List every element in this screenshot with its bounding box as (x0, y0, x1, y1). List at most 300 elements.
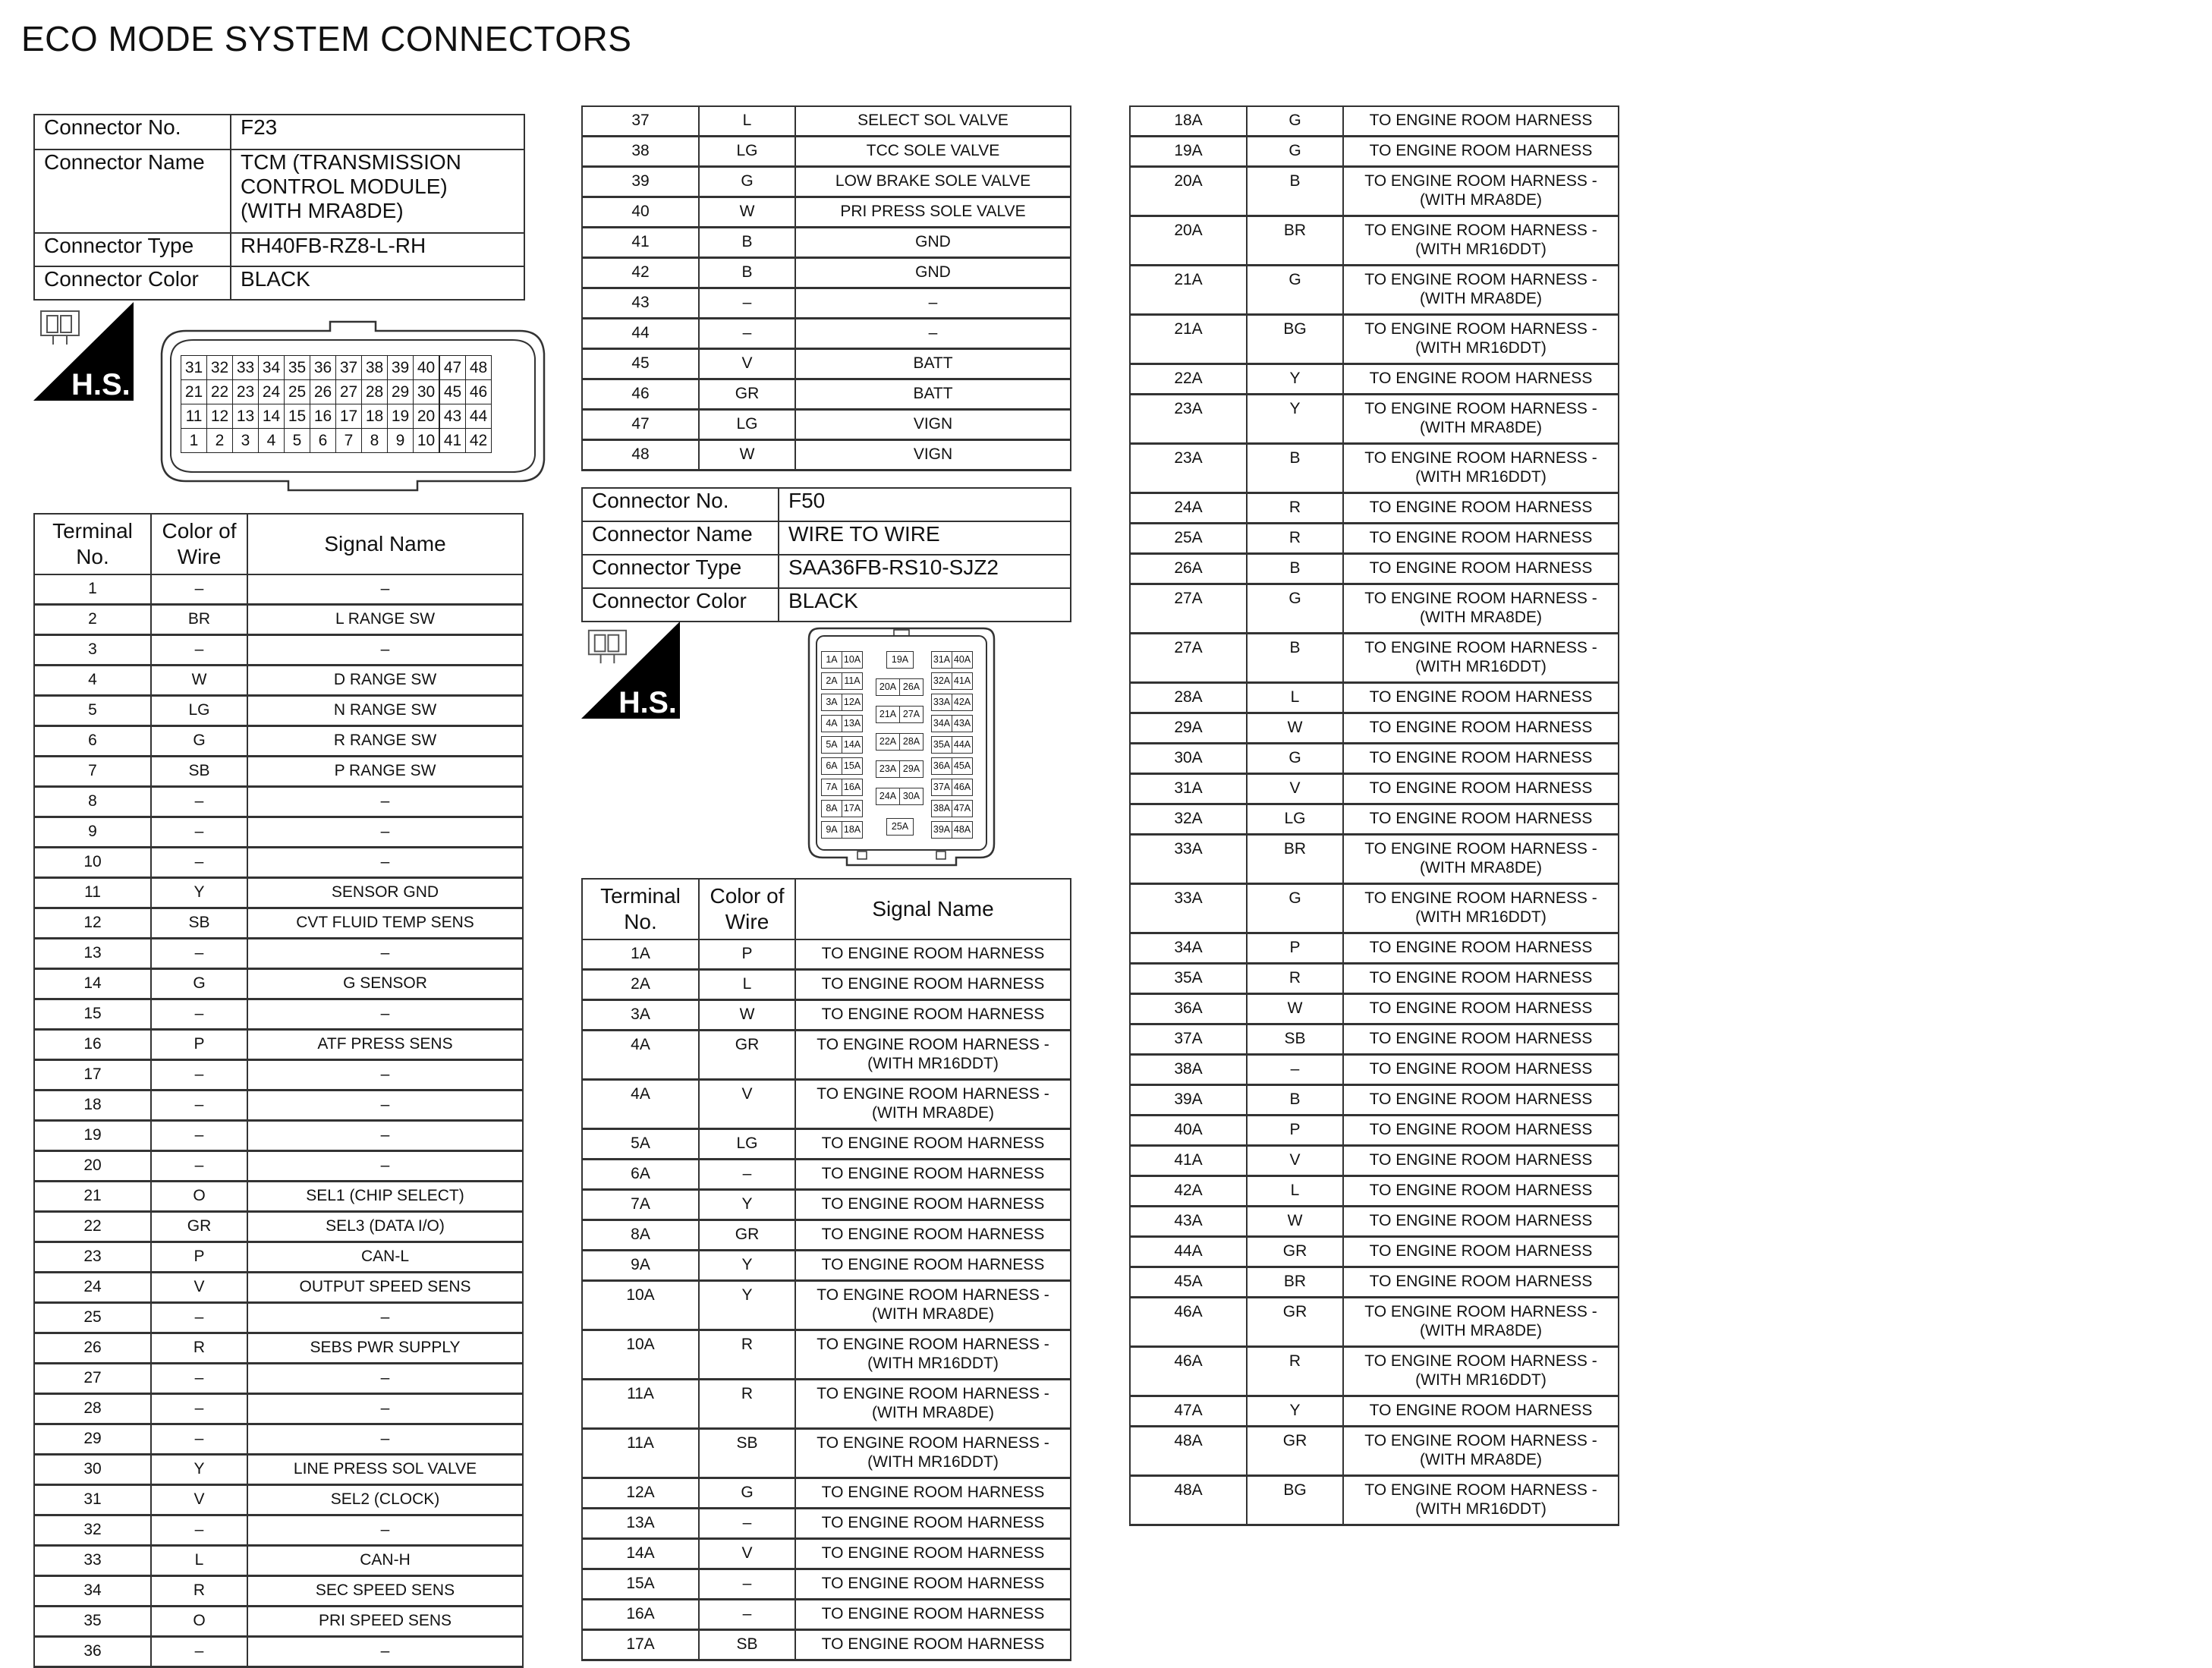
table-row (34, 939, 523, 969)
wire-color-cell: G (151, 726, 247, 757)
signal-name-cell: D RANGE SW (247, 666, 523, 696)
connector-cavity: 40A (952, 651, 973, 669)
signal-name-cell: CAN-L (247, 1242, 523, 1273)
terminal-no-cell: 43A (1130, 1207, 1247, 1237)
connector-pin: 45 (439, 380, 466, 404)
f50-connector-color: BLACK (779, 588, 1071, 622)
terminal-no-cell: 44 (582, 319, 699, 349)
wire-color-cell: R (1247, 964, 1343, 994)
table-row (1130, 1347, 1619, 1396)
terminal-no-cell: 21A (1130, 266, 1247, 315)
wire-color-cell: LG (699, 1129, 795, 1160)
terminal-no-cell: 47A (1130, 1396, 1247, 1427)
f23-info-table (33, 114, 525, 301)
connector-cavity: 15A (842, 757, 863, 775)
header-color-of-wire: Color of Wire (699, 879, 795, 939)
pin-row (181, 429, 492, 453)
connector-cavity: 39A (931, 821, 952, 839)
signal-name-cell: TO ENGINE ROOM HARNESS (1343, 106, 1619, 137)
terminal-no-cell: 28 (34, 1394, 151, 1424)
table-row (1130, 804, 1619, 835)
table-row (34, 1090, 523, 1121)
connector-cavity: 9A (821, 821, 842, 839)
signal-name-cell: – (795, 288, 1071, 319)
terminal-no-cell: 15A (582, 1569, 699, 1600)
signal-name-cell: TO ENGINE ROOM HARNESS - (WITH MR16DDT) (1343, 1347, 1619, 1396)
signal-name-cell: TO ENGINE ROOM HARNESS - (WITH MRA8DE) (1343, 1427, 1619, 1476)
signal-name-cell: TO ENGINE ROOM HARNESS (1343, 1237, 1619, 1267)
terminal-no-cell: 18 (34, 1090, 151, 1121)
f50-connector-diagram (804, 624, 999, 874)
connector-pin: 40 (414, 356, 440, 380)
connector-cavity: 27A (899, 706, 924, 723)
connector-cavity: 19A (886, 651, 914, 669)
terminal-no-cell: 35 (34, 1607, 151, 1637)
terminal-no-cell: 32A (1130, 804, 1247, 835)
wire-color-cell: – (151, 1090, 247, 1121)
terminal-no-cell: 14 (34, 969, 151, 999)
f23-connector-type: RH40FB-RZ8-L-RH (231, 233, 524, 266)
table-row (582, 1190, 1071, 1220)
table-row (1130, 216, 1619, 266)
terminal-no-cell: 31 (34, 1485, 151, 1515)
connector-cavity: 32A (931, 672, 952, 690)
terminal-no-cell: 17 (34, 1060, 151, 1090)
terminal-no-cell: 15 (34, 999, 151, 1030)
connector-cavity: 36A (931, 757, 952, 775)
signal-name-cell: TO ENGINE ROOM HARNESS - (WITH MRA8DE) (795, 1281, 1071, 1330)
signal-name-cell: – (247, 939, 523, 969)
table-row (34, 1637, 523, 1667)
terminal-no-cell: 6A (582, 1160, 699, 1190)
terminal-no-cell: 7A (582, 1190, 699, 1220)
connector-pin: 15 (285, 404, 310, 429)
wire-color-cell: V (151, 1273, 247, 1303)
terminal-no-cell: 3 (34, 635, 151, 666)
connector-cavity: 46A (952, 779, 973, 796)
wire-color-cell: B (699, 258, 795, 288)
wire-color-cell: W (1247, 1207, 1343, 1237)
wire-color-cell: – (699, 1569, 795, 1600)
table-row (1130, 584, 1619, 634)
wire-color-cell: – (151, 1303, 247, 1333)
signal-name-cell: TO ENGINE ROOM HARNESS (1343, 1267, 1619, 1298)
wire-color-cell: L (699, 970, 795, 1000)
connector-pin: 2 (207, 429, 233, 453)
terminal-no-cell: 19 (34, 1121, 151, 1151)
terminal-no-cell: 3A (582, 1000, 699, 1031)
table-row (34, 999, 523, 1030)
connector-cavity: 20A (876, 678, 900, 696)
signal-name-cell: LOW BRAKE SOLE VALVE (795, 167, 1071, 197)
wire-color-cell: BR (1247, 835, 1343, 884)
terminal-no-cell: 11A (582, 1380, 699, 1429)
connector-cavity: 31A (931, 651, 952, 669)
terminal-no-cell: 4A (582, 1080, 699, 1129)
table-row (34, 1424, 523, 1455)
wire-color-cell: B (1247, 167, 1343, 216)
connector-pin: 41 (439, 429, 466, 453)
signal-name-cell: TO ENGINE ROOM HARNESS (1343, 933, 1619, 964)
signal-name-cell: SEBS PWR SUPPLY (247, 1333, 523, 1364)
terminal-no-cell: 39 (582, 167, 699, 197)
table-row (34, 635, 523, 666)
table-row (34, 848, 523, 878)
hs-connector-icon (33, 302, 134, 401)
wire-color-cell: B (1247, 444, 1343, 493)
connector-cavity: 2A (821, 672, 842, 690)
connector-pin: 26 (310, 380, 336, 404)
table-row (34, 726, 523, 757)
signal-name-cell: TO ENGINE ROOM HARNESS - (WITH MR16DDT) (1343, 444, 1619, 493)
connector-cavity: 38A (931, 800, 952, 817)
wire-color-cell: GR (1247, 1298, 1343, 1347)
wire-color-cell: SB (151, 908, 247, 939)
terminal-no-cell: 10 (34, 848, 151, 878)
terminal-no-cell: 20A (1130, 167, 1247, 216)
connector-pin: 43 (439, 404, 466, 429)
wire-color-cell: O (151, 1607, 247, 1637)
signal-name-cell: PRI PRESS SOLE VALVE (795, 197, 1071, 228)
page-title: ECO MODE SYSTEM CONNECTORS (21, 19, 632, 58)
connector-cavity: 44A (952, 736, 973, 754)
wire-color-cell: G (1247, 137, 1343, 167)
signal-name-cell: CVT FLUID TEMP SENS (247, 908, 523, 939)
signal-name-cell: LINE PRESS SOL VALVE (247, 1455, 523, 1485)
wire-color-cell: G (699, 1478, 795, 1509)
connector-pin: 5 (285, 429, 310, 453)
connector-pin: 28 (362, 380, 388, 404)
table-row (1130, 683, 1619, 713)
wire-color-cell: L (699, 106, 795, 137)
terminal-no-cell: 36A (1130, 994, 1247, 1024)
signal-name-cell: TO ENGINE ROOM HARNESS (795, 1000, 1071, 1031)
table-row (1130, 1396, 1619, 1427)
signal-name-cell: – (247, 1121, 523, 1151)
signal-name-cell: TO ENGINE ROOM HARNESS (795, 1539, 1071, 1569)
signal-name-cell: – (795, 319, 1071, 349)
table-row (34, 1030, 523, 1060)
terminal-no-cell: 16 (34, 1030, 151, 1060)
signal-name-cell: TO ENGINE ROOM HARNESS (1343, 1085, 1619, 1116)
terminal-no-cell: 9 (34, 817, 151, 848)
terminal-no-cell: 11A (582, 1429, 699, 1478)
table-row (582, 1569, 1071, 1600)
table-row (34, 1455, 523, 1485)
table-row (1130, 524, 1619, 554)
signal-name-cell: TCC SOLE VALVE (795, 137, 1071, 167)
table-row (582, 1380, 1071, 1429)
wire-color-cell: – (151, 1424, 247, 1455)
connector-pin: 27 (336, 380, 362, 404)
signal-name-cell: TO ENGINE ROOM HARNESS (795, 1630, 1071, 1660)
signal-name-cell: – (247, 848, 523, 878)
terminal-no-cell: 25 (34, 1303, 151, 1333)
terminal-no-cell: 27 (34, 1364, 151, 1394)
terminal-no-cell: 13A (582, 1509, 699, 1539)
wire-color-cell: – (699, 1160, 795, 1190)
signal-name-cell: L RANGE SW (247, 605, 523, 635)
wire-color-cell: P (151, 1242, 247, 1273)
wire-color-cell: – (699, 288, 795, 319)
connector-pin: 14 (259, 404, 285, 429)
terminal-no-cell: 41A (1130, 1146, 1247, 1176)
wire-color-cell: B (1247, 554, 1343, 584)
connector-cavity: 34A (931, 715, 952, 732)
terminal-no-cell: 42A (1130, 1176, 1247, 1207)
wire-color-cell: – (151, 635, 247, 666)
table-row (1130, 884, 1619, 933)
f23-connector-diagram (156, 316, 550, 498)
signal-name-cell: TO ENGINE ROOM HARNESS (795, 1569, 1071, 1600)
connector-cavity: 42A (952, 694, 973, 711)
signal-name-cell: TO ENGINE ROOM HARNESS (795, 1220, 1071, 1251)
terminal-no-cell: 7 (34, 757, 151, 787)
wire-color-cell: L (151, 1546, 247, 1576)
table-row (582, 1478, 1071, 1509)
terminal-no-cell: 22A (1130, 364, 1247, 395)
terminal-no-cell: 25A (1130, 524, 1247, 554)
signal-name-cell: TO ENGINE ROOM HARNESS - (WITH MRA8DE) (1343, 266, 1619, 315)
wire-color-cell: – (699, 319, 795, 349)
signal-name-cell: TO ENGINE ROOM HARNESS (795, 1251, 1071, 1281)
terminal-no-cell: 4A (582, 1031, 699, 1080)
table-row (1130, 1176, 1619, 1207)
f50-connector-name: WIRE TO WIRE (779, 521, 1071, 555)
connector-pin: 6 (310, 429, 336, 453)
wire-color-cell: R (699, 1330, 795, 1380)
table-row (1130, 835, 1619, 884)
signal-name-cell: – (247, 1637, 523, 1667)
table-row (582, 1160, 1071, 1190)
signal-name-cell: SEL2 (CLOCK) (247, 1485, 523, 1515)
table-row (1130, 1267, 1619, 1298)
signal-name-cell: SEC SPEED SENS (247, 1576, 523, 1607)
terminal-no-cell: 10A (582, 1281, 699, 1330)
signal-name-cell: SEL1 (CHIP SELECT) (247, 1182, 523, 1212)
signal-name-cell: P RANGE SW (247, 757, 523, 787)
f50-terminal-table (581, 878, 1071, 1661)
table-row (34, 817, 523, 848)
terminal-no-cell: 20A (1130, 216, 1247, 266)
table-row (34, 908, 523, 939)
signal-name-cell: BATT (795, 349, 1071, 379)
table-row (582, 349, 1071, 379)
signal-name-cell: TO ENGINE ROOM HARNESS (1343, 804, 1619, 835)
wire-color-cell: – (151, 787, 247, 817)
wire-color-cell: V (1247, 1146, 1343, 1176)
connector-pin: 7 (336, 429, 362, 453)
wire-color-cell: GR (699, 1031, 795, 1080)
terminal-no-cell: 37 (582, 106, 699, 137)
table-row (582, 1600, 1071, 1630)
connector-pin: 36 (310, 356, 336, 380)
signal-name-cell: TO ENGINE ROOM HARNESS (795, 1478, 1071, 1509)
signal-name-cell: TO ENGINE ROOM HARNESS (1343, 713, 1619, 744)
wire-color-cell: V (151, 1485, 247, 1515)
terminal-no-cell: 33 (34, 1546, 151, 1576)
table-row (1130, 933, 1619, 964)
table-row (1130, 266, 1619, 315)
table-row (34, 666, 523, 696)
table-row (1130, 1298, 1619, 1347)
table-row (1130, 315, 1619, 364)
connector-pin: 10 (414, 429, 440, 453)
wire-color-cell: SB (1247, 1024, 1343, 1055)
connector-cavity: 37A (931, 779, 952, 796)
table-row (34, 1485, 523, 1515)
f50-terminal-table-cont (1129, 105, 1619, 1526)
connector-cavity: 1A (821, 651, 842, 669)
table-row (34, 1364, 523, 1394)
terminal-no-cell: 48 (582, 440, 699, 471)
terminal-no-cell: 18A (1130, 106, 1247, 137)
wire-color-cell: G (1247, 584, 1343, 634)
connector-pin: 46 (466, 380, 492, 404)
terminal-no-cell: 41 (582, 228, 699, 258)
table-row (582, 1539, 1071, 1569)
signal-name-cell: GND (795, 228, 1071, 258)
connector-cavity: 16A (842, 779, 863, 796)
label-connector-color: Connector Color (34, 266, 231, 300)
signal-name-cell: TO ENGINE ROOM HARNESS (795, 1509, 1071, 1539)
pin-row (181, 356, 492, 380)
terminal-no-cell: 12 (34, 908, 151, 939)
connector-cavity: 29A (899, 760, 924, 778)
signal-name-cell: – (247, 787, 523, 817)
wire-color-cell: – (151, 1151, 247, 1182)
signal-name-cell: – (247, 635, 523, 666)
wire-color-cell: Y (151, 878, 247, 908)
table-row (1130, 964, 1619, 994)
signal-name-cell: TO ENGINE ROOM HARNESS (1343, 1116, 1619, 1146)
table-row (582, 1129, 1071, 1160)
table-row (582, 258, 1071, 288)
connector-cavity: 41A (952, 672, 973, 690)
connector-pin: 25 (285, 380, 310, 404)
table-row (1130, 1116, 1619, 1146)
table-row (34, 605, 523, 635)
table-row (34, 1576, 523, 1607)
table-row (582, 1330, 1071, 1380)
terminal-no-cell: 21 (34, 1182, 151, 1212)
signal-name-cell: TO ENGINE ROOM HARNESS - (WITH MR16DDT) (1343, 884, 1619, 933)
pin-row (181, 404, 492, 429)
connector-cavity: 21A (876, 706, 900, 723)
table-row (1130, 167, 1619, 216)
signal-name-cell: – (247, 1090, 523, 1121)
wire-color-cell: P (699, 939, 795, 970)
terminal-no-cell: 33A (1130, 835, 1247, 884)
table-row (1130, 395, 1619, 444)
terminal-no-cell: 40A (1130, 1116, 1247, 1146)
wire-color-cell: B (1247, 1085, 1343, 1116)
table-row (1130, 106, 1619, 137)
signal-name-cell: TO ENGINE ROOM HARNESS - (WITH MRA8DE) (795, 1080, 1071, 1129)
connector-cavity: 48A (952, 821, 973, 839)
signal-name-cell: TO ENGINE ROOM HARNESS (795, 1190, 1071, 1220)
terminal-no-cell: 2A (582, 970, 699, 1000)
wire-color-cell: – (151, 1364, 247, 1394)
terminal-no-cell: 37A (1130, 1024, 1247, 1055)
connector-pin: 34 (259, 356, 285, 380)
connector-pin: 8 (362, 429, 388, 453)
table-row (34, 1333, 523, 1364)
connector-pin: 30 (414, 380, 440, 404)
terminal-no-cell: 39A (1130, 1085, 1247, 1116)
wire-color-cell: G (1247, 106, 1343, 137)
terminal-no-cell: 5A (582, 1129, 699, 1160)
hs-label: H.S. (71, 368, 131, 401)
wire-color-cell: – (151, 939, 247, 969)
label-connector-name: Connector Name (34, 149, 231, 233)
signal-name-cell: TO ENGINE ROOM HARNESS (795, 1129, 1071, 1160)
terminal-no-cell: 27A (1130, 634, 1247, 683)
signal-name-cell: TO ENGINE ROOM HARNESS (1343, 137, 1619, 167)
table-row (34, 574, 523, 605)
wire-color-cell: W (699, 1000, 795, 1031)
table-row (1130, 364, 1619, 395)
connector-cavity: 35A (931, 736, 952, 754)
wire-color-cell: – (151, 1060, 247, 1090)
wire-color-cell: BG (1247, 1476, 1343, 1525)
connector-pin: 44 (466, 404, 492, 429)
connector-pin: 24 (259, 380, 285, 404)
label-connector-color: Connector Color (582, 588, 779, 622)
connector-pin: 39 (388, 356, 414, 380)
signal-name-cell: – (247, 1060, 523, 1090)
terminal-no-cell: 43 (582, 288, 699, 319)
connector-pin: 3 (233, 429, 259, 453)
signal-name-cell: TO ENGINE ROOM HARNESS - (WITH MR16DDT) (1343, 634, 1619, 683)
terminal-no-cell: 35A (1130, 964, 1247, 994)
signal-name-cell: TO ENGINE ROOM HARNESS (1343, 554, 1619, 584)
table-row (34, 696, 523, 726)
table-row (1130, 1207, 1619, 1237)
signal-name-cell: TO ENGINE ROOM HARNESS - (WITH MRA8DE) (1343, 584, 1619, 634)
signal-name-cell: BATT (795, 379, 1071, 410)
table-row (34, 1515, 523, 1546)
table-row (34, 1182, 523, 1212)
wire-color-cell: GR (1247, 1237, 1343, 1267)
f23-terminal-table-cont (581, 105, 1071, 471)
signal-name-cell: TO ENGINE ROOM HARNESS (1343, 1207, 1619, 1237)
wire-color-cell: R (151, 1576, 247, 1607)
wire-color-cell: V (699, 349, 795, 379)
table-row (1130, 1024, 1619, 1055)
label-connector-type: Connector Type (34, 233, 231, 266)
wire-color-cell: Y (699, 1190, 795, 1220)
signal-name-cell: G SENSOR (247, 969, 523, 999)
terminal-no-cell: 34 (34, 1576, 151, 1607)
signal-name-cell: – (247, 999, 523, 1030)
wire-color-cell: R (1247, 493, 1343, 524)
header-terminal-no: Terminal No. (34, 514, 151, 574)
signal-name-cell: TO ENGINE ROOM HARNESS (795, 970, 1071, 1000)
terminal-no-cell: 34A (1130, 933, 1247, 964)
signal-name-cell: – (247, 1151, 523, 1182)
signal-name-cell: TO ENGINE ROOM HARNESS - (WITH MR16DDT) (795, 1429, 1071, 1478)
wire-color-cell: SB (699, 1630, 795, 1660)
connector-pin: 33 (233, 356, 259, 380)
terminal-no-cell: 19A (1130, 137, 1247, 167)
connector-pin: 22 (207, 380, 233, 404)
wire-color-cell: P (151, 1030, 247, 1060)
connector-pin: 35 (285, 356, 310, 380)
signal-name-cell: TO ENGINE ROOM HARNESS (1343, 1146, 1619, 1176)
signal-name-cell: TO ENGINE ROOM HARNESS (1343, 1055, 1619, 1085)
table-row (582, 197, 1071, 228)
